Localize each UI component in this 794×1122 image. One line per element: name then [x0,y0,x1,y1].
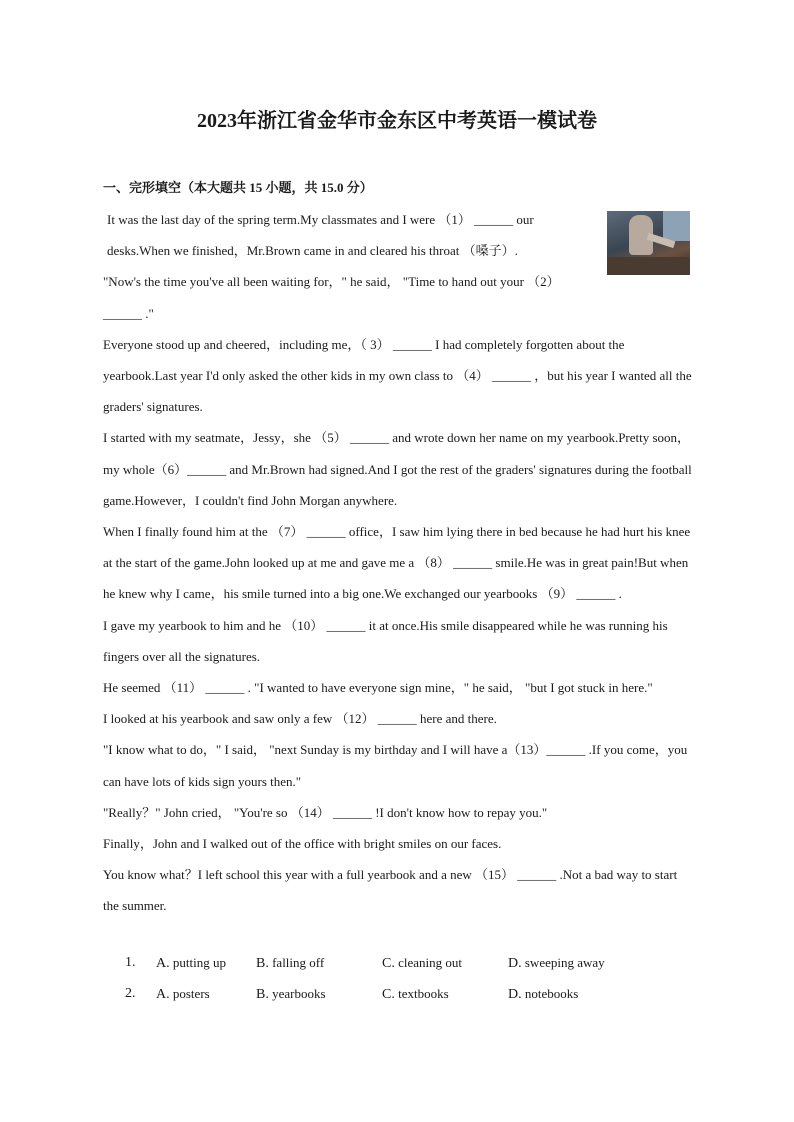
section-heading: 一、完形填空（本大题共 15 小题，共 15.0 分） [103,180,373,195]
question-number: 2. [125,986,136,1001]
option-a[interactable]: A. putting up [156,955,226,971]
passage-paragraph: I started with my seatmate，Jessy，she （5） ______ and wrote down her name on my yearbook.Pretty soon，my whole（6）______ and Mr.Brown had signed.And I got the rest of the graders' signatures during the football game.However，I couldn't find John Morgan anywhere. [103,430,692,508]
passage-paragraph: When I finally found him at the （7） ______ office，I saw him lying there in bed because he had hurt his knee at the start of the game.John looked up at me and gave me a （8） ______ smile.He was in great pain!But when he knew why I came，his smile turned into a big one.We exchanged our yearbooks （9） ______ . [103,524,691,602]
passage-paragraph: Finally，John and I walked out of the office with bright smiles on our faces. [103,836,502,852]
passage-paragraph: It was the last day of the spring term.My classmates and I were （1） ______ our desks.When we finished，Mr.Brown came in and cleared his throat （嗓子）. [107,212,534,259]
option-a[interactable]: A. posters [156,986,210,1002]
question-row [125,955,685,986]
question-number: 1. [125,955,136,970]
question-row [125,986,685,1017]
passage-paragraph: You know what？I left school this year with a full yearbook and a new （15） ______ .Not a bad way to start the summer. [103,867,678,914]
passage-paragraph: "Really？" John cried， "You're so （14） ______ !I don't know how to repay you." [103,804,548,820]
passage-paragraph: I looked at his yearbook and saw only a few （12） ______ here and there. [103,711,497,727]
passage-paragraph: I gave my yearbook to him and he （10） ______ it at once.His smile disappeared while he was running his fingers over all the signatures. [103,617,668,664]
option-d[interactable]: D. sweeping away [508,955,605,971]
page-title: 2023年浙江省金华市金东区中考英语一模试卷 [197,110,597,132]
option-c[interactable]: C. cleaning out [382,955,462,971]
question-options [125,955,685,1017]
option-b[interactable]: B. falling off [256,955,325,971]
cloze-passage [103,204,695,922]
passage-paragraph: He seemed （11） ______ . "I wanted to have everyone sign mine，" he said， "but I got stuck in here." [103,680,653,696]
option-b[interactable]: B. yearbooks [256,986,326,1002]
passage-paragraph: Everyone stood up and cheered，including me，（ 3） ______ I had completely forgotten about the yearbook.Last year I'd only asked the other kids in my own class to （4） ______ ，but his year I wanted all the graders' signatures. [103,336,692,415]
option-d[interactable]: D. notebooks [508,986,579,1002]
passage-paragraph: "I know what to do，" I said， "next Sunday is my birthday and I will have a（13）______ .If you come，you can have lots of kids sign yours then." [103,742,688,789]
passage-paragraph: "Now's the time you've all been waiting for，" he said， "Time to hand out your （2） ______ ." [103,274,560,321]
option-c[interactable]: C. textbooks [382,986,449,1002]
